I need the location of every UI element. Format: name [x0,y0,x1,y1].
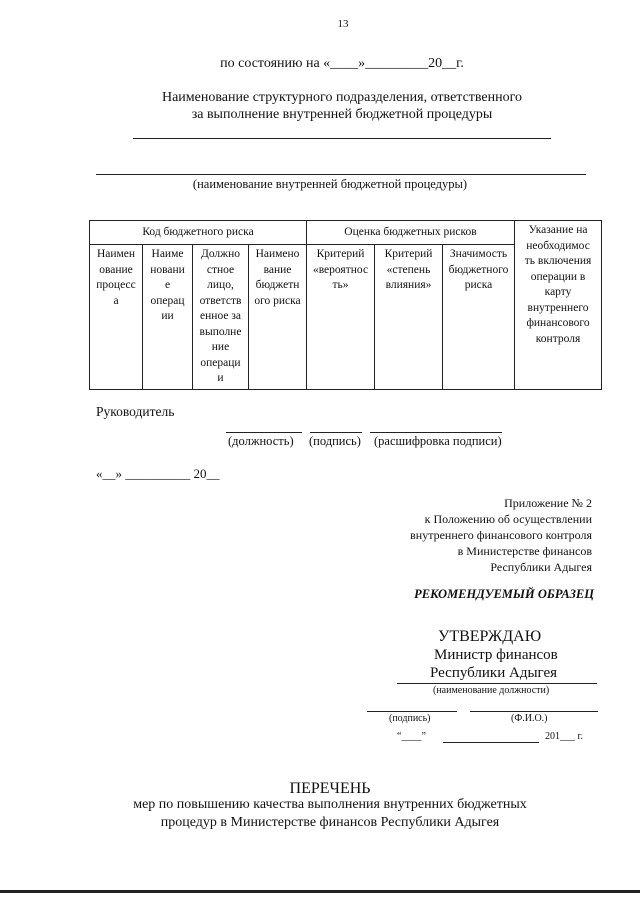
responsible-official-header: Должно стное лицо, ответств енное за выполне ние операци и [193,245,249,390]
unit-name-rule [133,138,551,139]
approve-position-caption: (наименование должности) [433,685,550,696]
page-number: 13 [337,18,349,30]
appendix-line4: в Министерстве финансов [457,544,592,558]
position-rule [226,432,302,433]
risk-assessment-group-header: Оценка бюджетных рисков [307,221,515,245]
approve-fio-rule [470,711,598,712]
approve-signature-rule [367,711,457,712]
appendix-line3: внутреннего финансового контроля [410,528,592,542]
budget-risk-table [89,220,602,390]
signature-rule [310,432,362,433]
risk-name-header: Наимено вание бюджетн ого риска [249,245,307,390]
procedure-caption: (наименование внутренней бюджетной процедуры) [192,177,468,191]
approve-date-year: 201___ г. [545,731,583,742]
signature-caption: (подпись) [309,434,361,448]
unit-heading-line1: Наименование структурного подразделения, ответственного [161,90,523,105]
signature-date-line: «__» __________ 20__ [96,466,220,481]
appendix-number: Приложение № 2 [504,496,592,510]
unit-heading-line2: за выполнение внутренней бюджетной процедуры [191,107,493,122]
approve-position-rule [397,683,597,684]
list-line1: мер по повышению качества выполнения внутренних бюджетных [133,797,527,812]
recommended-sample: РЕКОМЕНДУЕМЫЙ ОБРАЗЕЦ [414,587,594,601]
risk-code-group-header: Код бюджетного риска [90,221,307,245]
decoding-caption: (расшифровка подписи) [374,434,502,448]
head-label: Руководитель [96,404,175,419]
approve-line1: Министр финансов [434,647,558,663]
as-of-date-line: по состоянию на «____»_________20__г. [220,56,464,71]
position-caption: (должность) [228,434,294,448]
list-title: ПЕРЕЧЕНЬ [289,780,371,797]
risk-significance-header: Значимость бюджетного риска [443,245,515,390]
probability-criterion-header: Критерий «вероятнос ть» [307,245,375,390]
approve-date-open: “____” [397,731,426,742]
impact-criterion-header: Критерий «степень влияния» [375,245,443,390]
inclusion-indication-header: Указание на необходимос ть включения операции в карту внутреннего финансового контроля [515,221,602,390]
operation-name-header: Наиме новани е операц ии [143,245,193,390]
approve-signature-caption: (подпись) [389,713,431,724]
approve-fio-caption: (Ф.И.О.) [511,713,548,724]
page-bottom-border [0,890,640,893]
process-name-header: Наимен ование процесс а [90,245,143,390]
approve-date-rule [443,742,539,743]
approve-line2: Республики Адыгея [430,665,558,681]
approve-title: УТВЕРЖДАЮ [438,628,542,645]
list-line2: процедур в Министерстве финансов Республики Адыгея [160,815,500,830]
appendix-line2: к Положению об осуществлении [424,512,592,526]
decoding-rule [370,432,502,433]
procedure-name-rule [96,174,586,175]
appendix-line5: Республики Адыгея [490,560,592,574]
